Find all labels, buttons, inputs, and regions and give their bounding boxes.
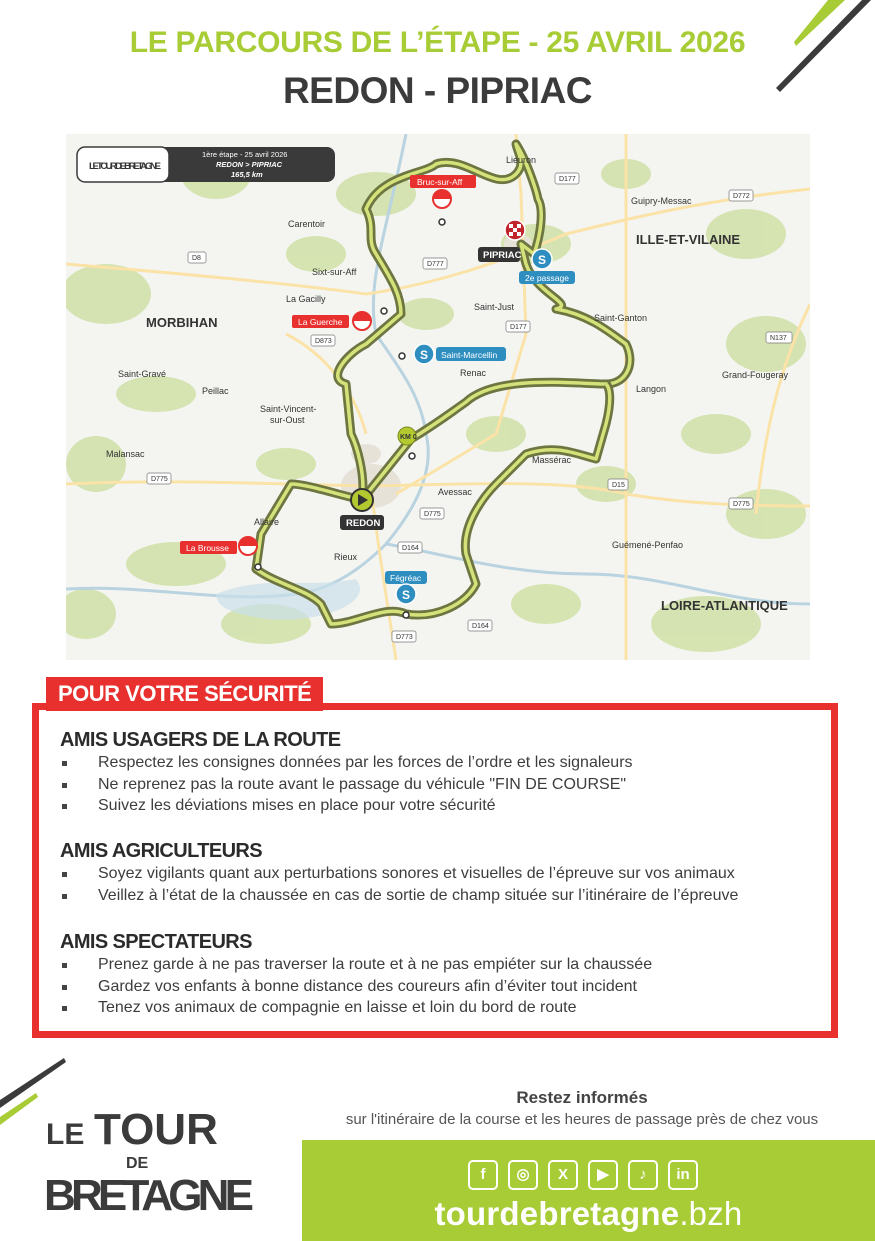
road-label: D164 xyxy=(402,545,419,552)
tiktok-icon[interactable]: ♪ xyxy=(628,1160,658,1190)
list-item: Tenez vos animaux de compagnie en laisse et loin du bord de route xyxy=(60,997,652,1019)
town-label: Grand-Fougeray xyxy=(722,370,789,380)
region-label: MORBIHAN xyxy=(146,315,218,330)
security-group-spectators xyxy=(60,930,652,1019)
town-label: La Gacilly xyxy=(286,294,326,304)
region-label: LOIRE-ATLANTIQUE xyxy=(661,598,788,613)
website-link[interactable] xyxy=(302,1195,875,1233)
youtube-icon[interactable]: ▶ xyxy=(588,1160,618,1190)
town-label: Langon xyxy=(636,384,667,394)
town-label: Carentoir xyxy=(288,219,326,229)
group-heading: AMIS AGRICULTEURS xyxy=(60,840,263,862)
gpm-label: La Guerche xyxy=(298,317,343,327)
road-label: D164 xyxy=(472,623,489,630)
svg-text:S: S xyxy=(402,588,411,602)
facebook-icon[interactable]: f xyxy=(468,1160,498,1190)
finish-label: PIPRIAC xyxy=(483,250,522,261)
km0-label: KM 0 xyxy=(400,434,417,441)
town-label: Peillac xyxy=(202,386,229,396)
badge-line3: 165,5 km xyxy=(231,170,263,179)
road-label: D775 xyxy=(733,501,750,508)
town-label: Guipry-Messac xyxy=(631,196,692,206)
logo-bretagne: BRETAGNE xyxy=(44,1171,254,1220)
list-item: Veillez à l’état de la chaussée en cas de sortie de champ située sur l’itinéraire de l’épreuve xyxy=(60,885,738,907)
website-main: tourdebretagne xyxy=(434,1195,680,1232)
security-group-farmers xyxy=(60,839,738,906)
town-label: Saint-Ganton xyxy=(594,313,648,323)
town-label: Rieux xyxy=(334,552,358,562)
sprint-label: 2e passage xyxy=(525,273,569,283)
group-heading: AMIS USAGERS DE LA ROUTE xyxy=(60,729,341,751)
town-label: Saint-Just xyxy=(474,302,515,312)
badge-line1: 1ère étape - 25 avril 2026 xyxy=(202,150,288,159)
sprint-label: Saint-Marcellin xyxy=(441,350,498,360)
town-label: Lieuron xyxy=(506,155,537,165)
road-label: D15 xyxy=(612,482,625,489)
website-ext: .bzh xyxy=(679,1195,743,1232)
badge-logo: LE TOUR DE BRETAGNE xyxy=(89,161,161,172)
town-label: Saint-Vincent- xyxy=(260,404,317,414)
town-label: Saint-Gravé xyxy=(118,369,167,379)
route-map xyxy=(66,134,810,660)
road-label: D873 xyxy=(315,338,332,345)
svg-text:S: S xyxy=(420,348,429,362)
tour-de-bretagne-logo xyxy=(40,1100,270,1225)
list-item: Suivez les déviations mises en place pour votre sécurité xyxy=(60,795,633,817)
linkedin-icon[interactable]: in xyxy=(668,1160,698,1190)
list-item: Respectez les consignes données par les forces de l’ordre et les signaleurs xyxy=(60,752,633,774)
x-icon[interactable]: X xyxy=(548,1160,578,1190)
stage-info-badge xyxy=(77,147,335,182)
security-title: POUR VOTRE SÉCURITÉ xyxy=(46,677,323,711)
website-banner xyxy=(302,1140,875,1241)
town-label: Malansac xyxy=(106,449,145,459)
list-item: Prenez garde à ne pas traverser la route et à ne pas empiéter sur la chaussée xyxy=(60,954,652,976)
group-heading: AMIS SPECTATEURS xyxy=(60,931,252,953)
logo-de: DE xyxy=(126,1155,149,1172)
list-item: Soyez vigilants quant aux perturbations sonores et visuelles de l’épreuve sur vos animaux xyxy=(60,863,738,885)
road-label: D772 xyxy=(733,193,750,200)
road-label: D177 xyxy=(559,176,576,183)
road-label: D773 xyxy=(396,634,413,641)
list-item: Ne reprenez pas la route avant le passage du véhicule "FIN DE COURSE" xyxy=(60,774,633,796)
region-label: ILLE-ET-VILAINE xyxy=(636,232,740,247)
stage-title: REDON - PIPRIAC xyxy=(282,70,593,111)
sprint-label: Fégréac xyxy=(390,573,422,583)
list-item: Gardez vos enfants à bonne distance des coureurs afin d’éviter tout incident xyxy=(60,976,652,998)
town-label: Renac xyxy=(460,368,487,378)
instagram-icon[interactable]: ◎ xyxy=(508,1160,538,1190)
town-label: Allaire xyxy=(254,517,280,527)
town-label: Avessac xyxy=(438,487,472,497)
svg-text:S: S xyxy=(538,253,547,267)
road-label: D8 xyxy=(192,255,201,262)
road-label: D775 xyxy=(424,511,441,518)
town-label: Guémené-Penfao xyxy=(612,540,684,550)
road-label: D777 xyxy=(427,261,444,268)
town-label: Massérac xyxy=(532,455,572,465)
road-label: D177 xyxy=(510,324,527,331)
security-group-road-users xyxy=(60,728,633,817)
social-links xyxy=(468,1160,698,1190)
badge-line2: REDON > PIPRIAC xyxy=(216,160,283,169)
stay-informed-subtitle: sur l'itinéraire de la course et les heures de passage près de chez vous xyxy=(345,1111,819,1128)
road-label: D775 xyxy=(151,476,168,483)
logo-tour: TOUR xyxy=(94,1105,218,1154)
gpm-label: Bruc-sur-Aff xyxy=(417,177,463,187)
town-label: sur-Oust xyxy=(270,415,305,425)
logo-le: LE xyxy=(46,1118,85,1151)
town-label: Sixt-sur-Aff xyxy=(312,267,357,277)
road-label: N137 xyxy=(770,335,787,342)
stay-informed-title: Restez informés xyxy=(516,1088,648,1107)
start-label: REDON xyxy=(346,518,381,529)
page-title: LE PARCOURS DE L’ÉTAPE - 25 AVRIL 2026 xyxy=(129,26,746,59)
gpm-label: La Brousse xyxy=(186,543,229,553)
